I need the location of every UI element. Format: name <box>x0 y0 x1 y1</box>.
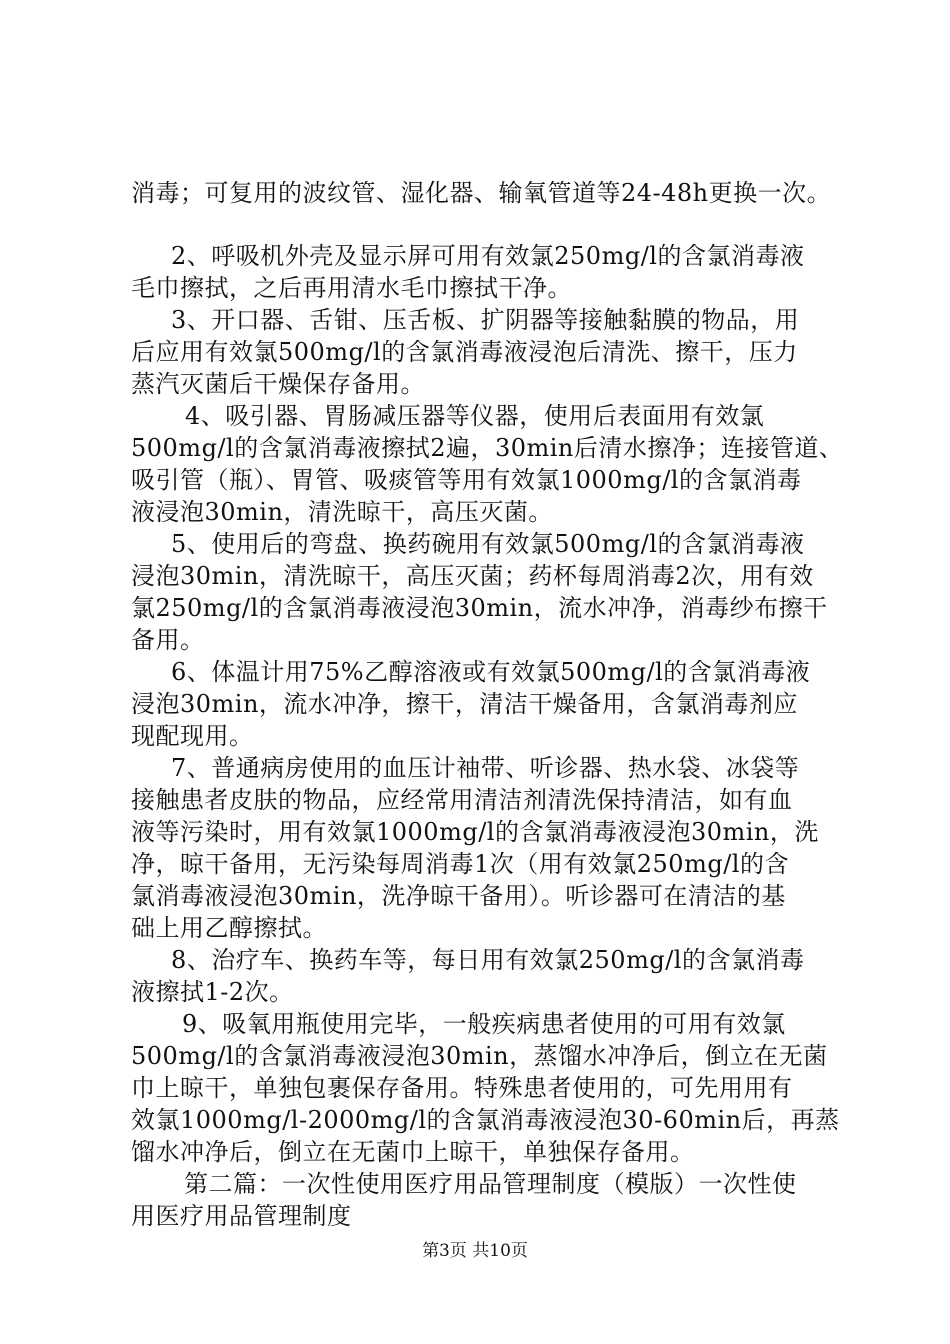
paragraph-line: 4、吸引器、胃肠减压器等仪器，使用后表面用有效氯 <box>185 402 765 430</box>
paragraph-line: 础上用乙醇擦拭。 <box>131 914 327 942</box>
continuation-line: 消毒；可复用的波纹管、湿化器、输氧管道等24-48h更换一次。 <box>131 179 832 207</box>
paragraph-line: 净，晾干备用，无污染每周消毒1次（用有效氯250mg/l的含 <box>131 850 789 878</box>
paragraph-line: 液等污染时，用有效氯1000mg/l的含氯消毒液浸泡30min，洗 <box>131 818 819 846</box>
paragraph-line: 氯250mg/l的含氯消毒液浸泡30min，流水冲净，消毒纱布擦干 <box>131 594 828 622</box>
page-number-footer: 第3页 共10页 <box>422 1241 528 1261</box>
paragraph-line: 效氯1000mg/l-2000mg/l的含氯消毒液浸泡30-60min后，再蒸 <box>131 1106 840 1134</box>
paragraph-line: 500mg/l的含氯消毒液浸泡30min，蒸馏水冲净后，倒立在无菌 <box>131 1042 828 1070</box>
paragraph-line: 接触患者皮肤的物品，应经常用清洁剂清洗保持清洁，如有血 <box>131 786 793 814</box>
paragraph-line: 毛巾擦拭，之后再用清水毛巾擦拭干净。 <box>131 274 572 302</box>
paragraph-line: 液浸泡30min，清洗晾干，高压灭菌。 <box>131 498 553 526</box>
paragraph-line: 9、吸氧用瓶使用完毕，一般疾病患者使用的可用有效氯 <box>182 1010 786 1038</box>
paragraph-line: 蒸汽灭菌后干燥保存备用。 <box>131 370 425 398</box>
paragraph-line: 3、开口器、舌钳、压舌板、扩阴器等接触黏膜的物品，用 <box>171 306 800 334</box>
paragraph-line: 7、普通病房使用的血压计袖带、听诊器、热水袋、冰袋等 <box>171 754 800 782</box>
paragraph-line: 2、呼吸机外壳及显示屏可用有效氯250mg/l的含氯消毒液 <box>171 242 805 270</box>
paragraph-line: 吸引管（瓶）、胃管、吸痰管等用有效氯1000mg/l的含氯消毒 <box>131 466 802 494</box>
paragraph-line: 8、治疗车、换药车等，每日用有效氯250mg/l的含氯消毒 <box>171 946 805 974</box>
paragraph-line: 6、体温计用75%乙醇溶液或有效氯500mg/l的含氯消毒液 <box>171 658 811 686</box>
paragraph-line: 浸泡30min，清洗晾干，高压灭菌；药杯每周消毒2次，用有效 <box>131 562 814 590</box>
paragraph-line: 第二篇：一次性使用医疗用品管理制度（模版）一次性使 <box>184 1170 797 1198</box>
paragraph-line: 现配现用。 <box>131 722 254 750</box>
paragraph-line: 5、使用后的弯盘、换药碗用有效氯500mg/l的含氯消毒液 <box>171 530 805 558</box>
paragraph-line: 浸泡30min，流水冲净，擦干，清洁干燥备用，含氯消毒剂应 <box>131 690 798 718</box>
paragraph-line: 备用。 <box>131 626 205 654</box>
paragraph-line: 后应用有效氯500mg/l的含氯消毒液浸泡后清洗、擦干，压力 <box>131 338 798 366</box>
paragraph-line: 500mg/l的含氯消毒液擦拭2遍，30min后清水擦净；连接管道、 <box>131 434 844 462</box>
paragraph-line: 巾上晾干，单独包裹保存备用。特殊患者使用的，可先用用有 <box>131 1074 793 1102</box>
paragraph-line: 馏水冲净后，倒立在无菌巾上晾干，单独保存备用。 <box>131 1138 695 1166</box>
paragraph-line: 用医疗用品管理制度 <box>131 1202 352 1230</box>
paragraph-line: 液擦拭1-2次。 <box>131 978 294 1006</box>
paragraph-line: 氯消毒液浸泡30min，洗净晾干备用）。听诊器可在清洁的基 <box>131 882 786 910</box>
